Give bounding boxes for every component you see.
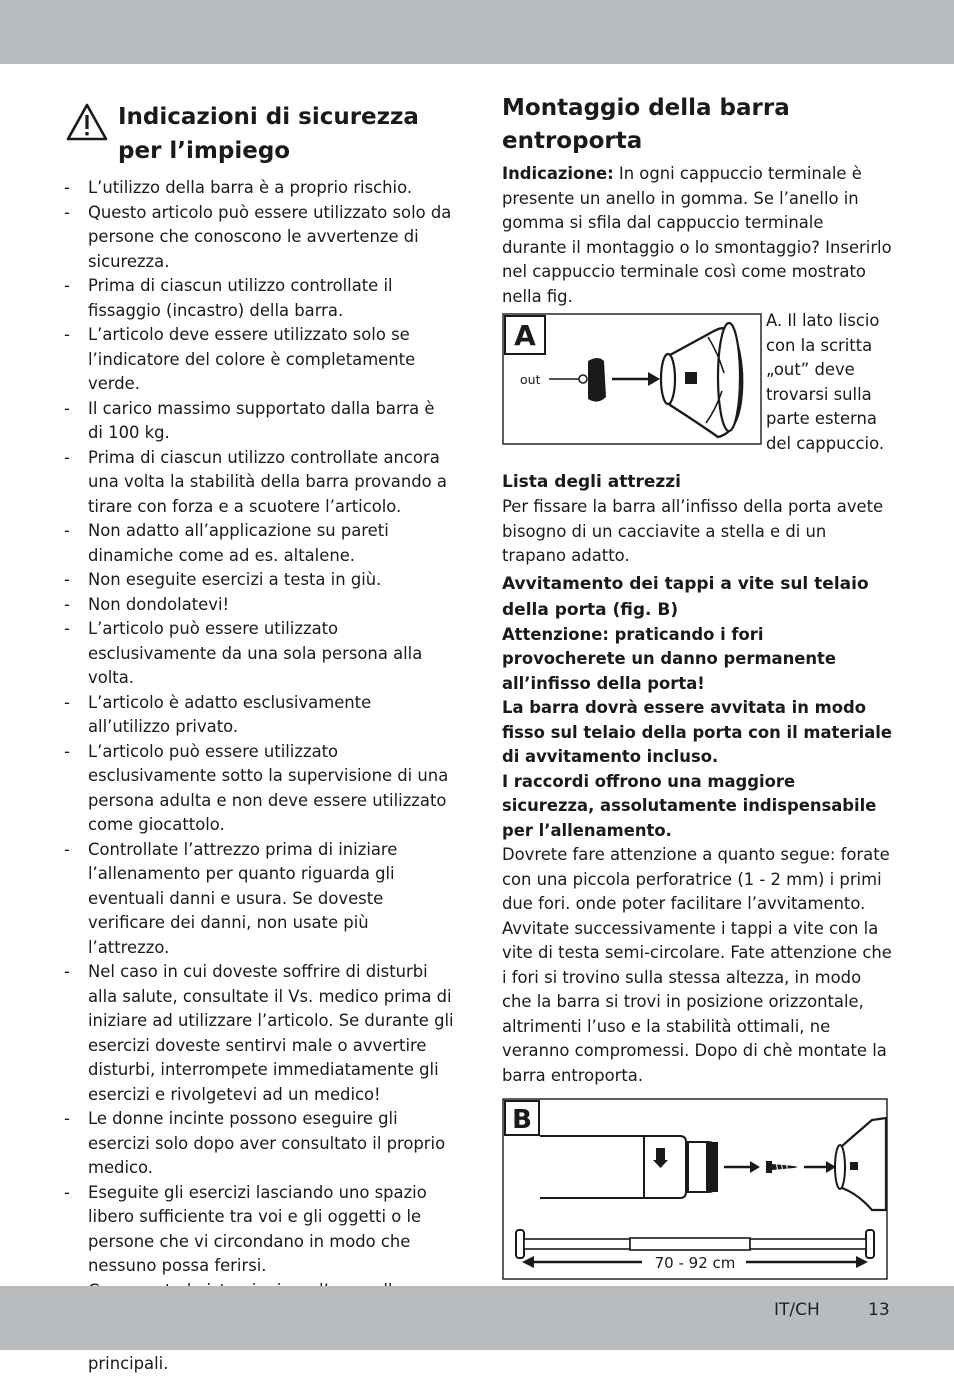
list-item: - Questo articolo può essere utilizzato solo da persone che conoscono le avvertenze di sicurezza.: [62, 201, 454, 275]
list-item: - L’articolo può essere utilizzato esclusivamente sotto la supervisione di una persona adulta e non deve essere utilizzato come giocattolo.: [62, 740, 454, 838]
list-item: - L’articolo deve essere utilizzato solo se l’indicatore del colore è completamente verde.: [62, 323, 454, 397]
list-item: - Nel caso in cui doveste soffrire di disturbi alla salute, consultate il Vs. medico prima di iniziare ad utilizzare l’articolo. Se durante gli esercizi doveste sentirvi male o avvertire disturbi, interrompete immediatamente gli esercizi e rivolgetevi ad un medico!: [62, 960, 454, 1107]
figure-b-letter: B: [512, 1105, 532, 1135]
list-item: - L’articolo può essere utilizzato esclusivamente da una sola persona alla volta.: [62, 617, 454, 691]
safety-heading: [62, 100, 454, 168]
list-item: - Controllate l’attrezzo prima di iniziare l’allenamento per quanto riguarda gli eventuali danni e usura. Se doveste verificare dei danni, non usate più l’attrezzo.: [62, 838, 454, 961]
list-item: - Non eseguite esercizi a testa in giù.: [62, 568, 454, 593]
safety-section: [62, 100, 454, 1377]
note-text: In ogni cappuccio terminale è presente un anello in gomma. Se l’anello in gomma si sfila dal cappuccio terminale durante il montaggio o lo smontaggio? Inserirlo nel cappuccio terminale così come mostrato nella fig.: [502, 164, 892, 306]
safety-heading-line2: per l’impiego: [118, 138, 291, 164]
safety-list: [62, 176, 454, 1377]
list-item: - L’utilizzo della barra è a proprio rischio.: [62, 176, 454, 201]
list-item: - Prima di ciascun utilizzo controllate il fissaggio (incastro) della barra.: [62, 274, 454, 323]
tools-heading: Lista degli attrezzi: [502, 472, 681, 492]
tools-text: Per fissare la barra all’infisso della porta avete bisogno di un cacciavite a stella e di un trapano adatto.: [502, 497, 884, 565]
width-range-label: 70 - 92 cm: [654, 1254, 736, 1272]
figure-a: [502, 313, 762, 445]
list-item: - Non dondolatevi!: [62, 593, 454, 618]
figure-a-block: [502, 309, 892, 455]
header-band: [0, 0, 954, 64]
footer-language: IT/CH: [774, 1300, 820, 1320]
mounting-heading-line1: Montaggio della barra: [502, 95, 790, 121]
warning-triangle-icon: [66, 103, 108, 141]
warning-text-3: I raccordi offrono una maggiore sicurezza, assolutamente indispensabile per l’allenamento.: [502, 771, 877, 840]
note-paragraph: [502, 162, 892, 309]
mounting-section: [502, 92, 892, 1280]
list-item: - Le donne incinte possono eseguire gli esercizi solo dopo aver consultato il proprio medico.: [62, 1107, 454, 1181]
list-item: - principali.: [62, 1279, 454, 1377]
page-number: 13: [868, 1300, 890, 1320]
list-item: - Eseguite gli esercizi lasciando uno spazio libero sufficiente tra voi e gli oggetti o le persone che vi circondano in modo che nessuno possa ferirsi.: [62, 1181, 454, 1279]
instructions-text: Dovrete fare attenzione a quanto segue: forate con una piccola perforatrice (1 - 2 mm) i primi due fori. onde poter facilitare l’avvitamento. Avvitate successivamente i tappi a vite con la vite di testa semi-circolare. Fate attenzione che i fori si trovino sulla stessa altezza, in modo che la barra si trovi in posizione orizzontale, altrimenti l’uso e la stabilità ottimali, ne veranno compromessi. Dopo di chè montate la barra entroporta.: [502, 845, 892, 1085]
warning-text-1: Attenzione: praticando i fori provocherete un danno permanente all’infisso della porta!: [502, 624, 836, 693]
mounting-heading-line2: entroporta: [502, 128, 643, 154]
note-label: Indicazione:: [502, 164, 614, 183]
list-item: - Prima di ciascun utilizzo controllate ancora una volta la stabilità della barra provando a tirare con forza e a scuotere l’articolo.: [62, 446, 454, 520]
list-item: - Non adatto all’applicazione su pareti dinamiche come ad es. altalene.: [62, 519, 454, 568]
safety-heading-line1: Indicazioni di sicurezza: [118, 104, 419, 130]
warning-text-2: La barra dovrà essere avvitata in modo fisso sul telaio della porta con il materiale di avvitamento incluso.: [502, 698, 893, 766]
mounting-heading: [502, 92, 892, 158]
figure-a-out-label: out: [520, 372, 541, 387]
figure-a-letter: A: [514, 319, 536, 352]
figure-b: [502, 1098, 888, 1280]
figure-a-caption: A. Il lato liscio con la scritta „out” deve trovarsi sulla parte esterna del cappuccio.: [766, 311, 885, 453]
screw-heading: Avvitamento dei tappi a vite sul telaio della porta (fig. B): [502, 573, 869, 620]
list-item: - L’articolo è adatto esclusivamente all’utilizzo privato.: [62, 691, 454, 740]
list-item: - Il carico massimo supportato dalla barra è di 100 kg.: [62, 397, 454, 446]
